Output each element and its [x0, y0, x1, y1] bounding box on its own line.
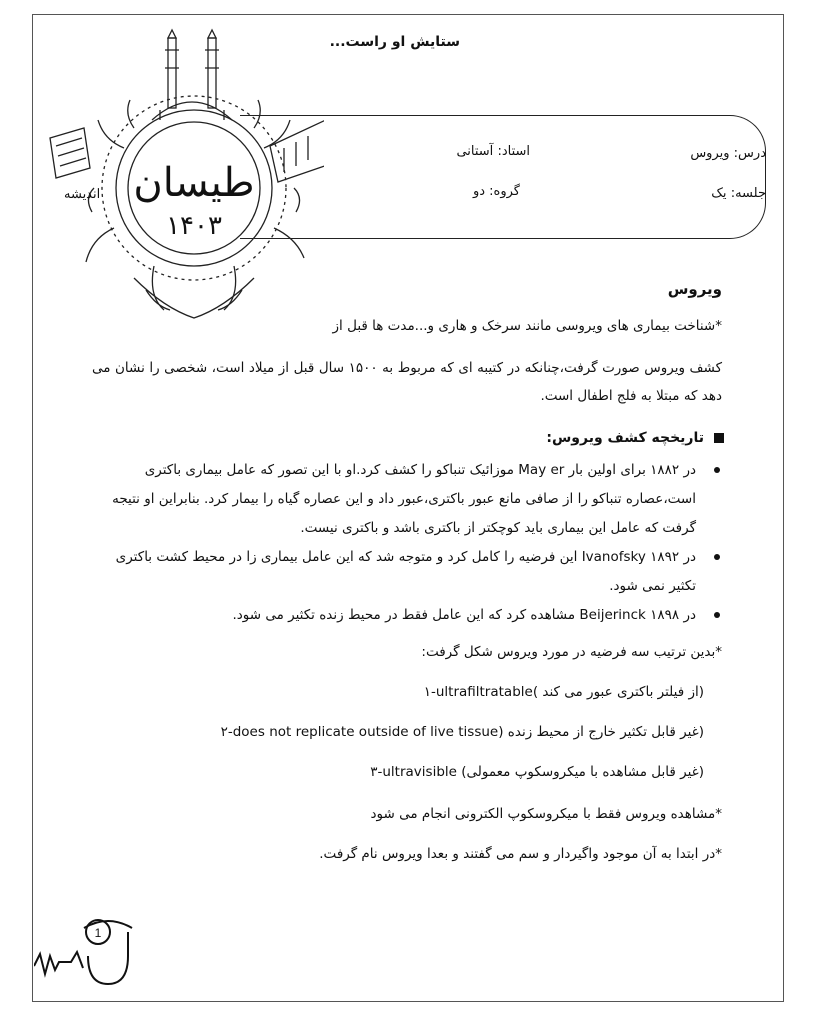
- page-motto: ستایش او راست...: [329, 34, 460, 50]
- emblem-main-text: طیسان: [133, 160, 255, 206]
- group-label: گروه:: [489, 184, 520, 199]
- teacher-label: استاد:: [497, 144, 530, 159]
- course-field: [626, 146, 766, 161]
- bullet-icon: [714, 554, 720, 560]
- bullet-icon: [714, 612, 720, 618]
- teacher-field: [410, 144, 530, 159]
- page-number: 1: [94, 926, 102, 940]
- list-item: [110, 601, 720, 630]
- history-heading: تاریخچه کشف ویروس:: [546, 430, 704, 446]
- course-label: درس:: [733, 146, 766, 161]
- history-list: [110, 456, 720, 630]
- group-value: دو: [472, 184, 486, 199]
- teacher-value: آستانی: [456, 144, 494, 159]
- hypothesis-2: ۲-does not replicate outside of live tissue) غیر قابل تکثیر خارج از محیط زنده): [220, 724, 704, 740]
- intro-line: *شناخت بیماری های ویروسی مانند سرخک و هاری و...مدت ها قبل از: [332, 318, 722, 334]
- note-electron-microscope: *مشاهده ویروس فقط با میکروسکوپ الکترونی انجام می شود: [370, 806, 722, 822]
- history-heading-row: [424, 430, 724, 446]
- square-bullet-icon: [714, 433, 724, 443]
- section-title: ویروس: [667, 280, 722, 298]
- bullet-icon: [714, 467, 720, 473]
- note-naming: *در ابتدا به آن موجود واگیردار و سم می گفتند و بعدا ویروس نام گرفت.: [319, 846, 722, 862]
- emblem-year-text: ۱۴۰۳: [166, 211, 222, 241]
- stethoscope-heartbeat-icon: [34, 916, 134, 996]
- course-info-box: [240, 115, 766, 239]
- emblem-side-text: اندیشه: [64, 187, 101, 202]
- history-item-3: در ۱۸۹۸ Beijerinck مشاهده کرد که این عامل فقط در محیط زنده تکثیر می شود.: [232, 607, 696, 623]
- hypothesis-3: ۳-ultravisible (غیر قابل مشاهده با میکروسکوپ معمولی): [370, 764, 704, 780]
- history-item-1: در ۱۸۸۲ برای اولین بار May er موزائیک تنباکو را کشف کرد.او با این تصور که عامل بیماری باکتری است،عصاره تنباکو را از صافی مانع عبور باکتری،عبور داد و این عصاره گیاه را بیمار کرد. بنابراین او نتیجه گرفت که عامل این بیماری باید کوچکتر از باکتری باشد و باکتری نیست.: [112, 462, 696, 536]
- session-value: یک: [711, 186, 727, 201]
- group-field: [430, 184, 520, 199]
- course-value: ویروس: [690, 146, 730, 161]
- list-item: [110, 456, 720, 543]
- history-item-2: در ۱۸۹۲ Ivanofsky این فرضیه را کامل کرد و متوجه شد که این عامل بیماری زا در محیط کشت باکتری تکثیر نمی شود.: [115, 549, 696, 594]
- session-label: جلسه:: [730, 186, 766, 201]
- hypotheses-intro: *بدین ترتیب سه فرضیه در مورد ویروس شکل گرفت:: [421, 644, 722, 660]
- list-item: [110, 543, 720, 601]
- intro-paragraph: کشف ویروس صورت گرفت،چنانکه در کتیبه ای که مربوط به ۱۵۰۰ سال قبل از میلاد است، شخصی را نشان می دهد که مبتلا به فلج اطفال است.: [92, 360, 722, 404]
- session-field: [626, 186, 766, 201]
- hypothesis-1: ۱-ultrafiltratable( از فیلتر باکتری عبور می کند): [423, 684, 704, 700]
